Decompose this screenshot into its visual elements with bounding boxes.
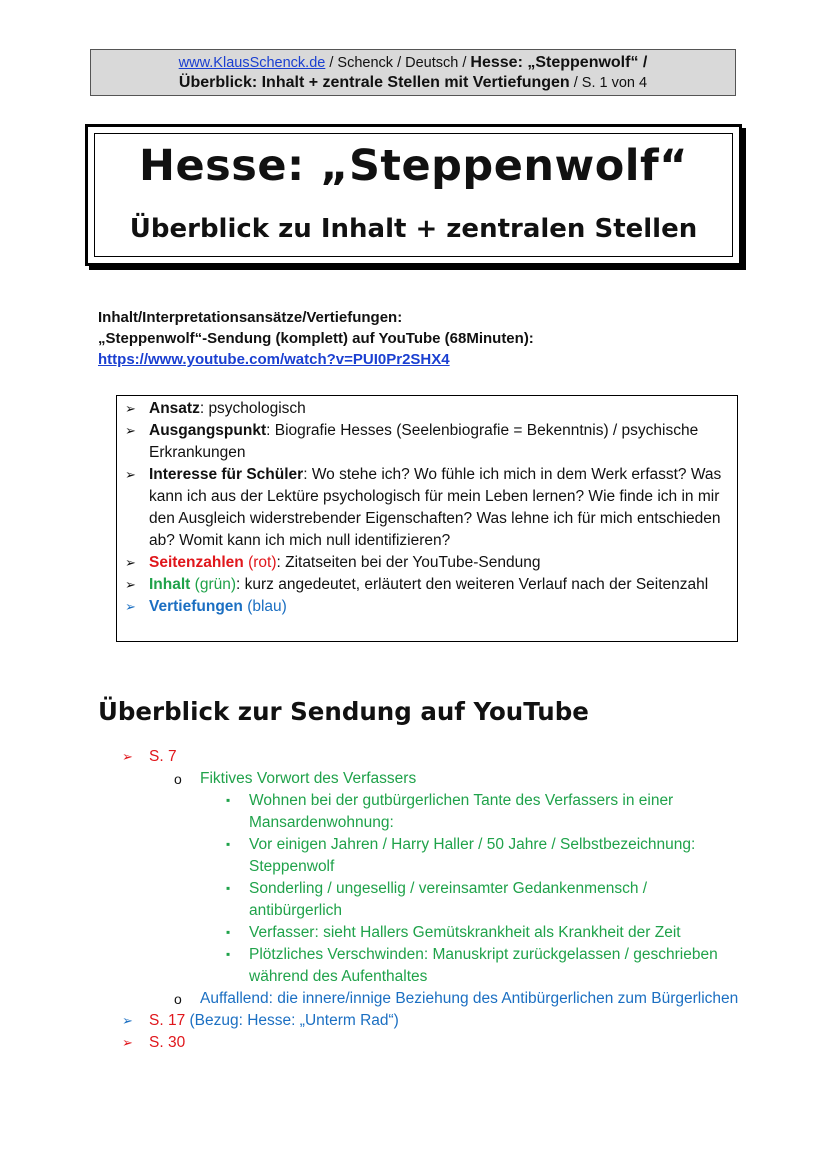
- interesse-text: : Wo stehe ich? Wo fühle ich mich in dem Werk erfasst? Was kann ich aus der Lektüre psychologisch für mein Leben lernen? Wie finde ich in mir den Ausgleich widerstrebender Eigenschaften? Was lehne ich für mich entschieden ab? Womit kann ich mich null identifizieren?: [149, 466, 722, 549]
- interesse-label: Interesse für Schüler: [149, 466, 304, 483]
- list-item-ausgangspunkt: [123, 420, 731, 464]
- outline-page-7: [122, 746, 742, 768]
- list-item-interesse: [123, 464, 731, 552]
- youtube-link[interactable]: https://www.youtube.com/watch?v=PUI0Pr2SHX4: [98, 351, 450, 368]
- inhalt-text: : kurz angedeutet, erläutert den weiteren Verlauf nach der Seitenzahl: [236, 576, 709, 593]
- bullet-text: Sonderling / ungesellig / vereinsamter Gedankenmensch / antibürgerlich: [249, 880, 648, 919]
- ansatz-text: : psychologisch: [199, 400, 306, 417]
- header-line-1: [91, 53, 735, 73]
- arrow-bullet-icon: ➢: [125, 555, 136, 570]
- header-title: Hesse: „Steppenwolf“ /: [470, 54, 648, 71]
- square-bullet-icon: ▪: [226, 837, 231, 851]
- section-heading: Überblick zur Sendung auf YouTube: [98, 697, 589, 726]
- page-ref-17: S. 17: [149, 1012, 186, 1029]
- ausgangspunkt-label: Ausgangspunkt: [149, 422, 267, 439]
- outline-bullet: [122, 944, 742, 988]
- arrow-bullet-icon: ➢: [122, 749, 133, 764]
- outline-bullet: [122, 922, 742, 944]
- vorwort-text: Fiktives Vorwort des Verfassers: [200, 770, 417, 787]
- list-item-seitenzahlen: [123, 552, 731, 574]
- outline-auffallend: [122, 988, 742, 1010]
- arrow-bullet-icon: ➢: [125, 467, 136, 482]
- square-bullet-icon: ▪: [226, 947, 231, 961]
- auffallend-text: Auffallend: die innere/innige Beziehung des Antibürgerlichen zum Bürgerlichen: [200, 990, 739, 1007]
- inhalt-color-note: (grün): [194, 576, 237, 593]
- outline-page-17: [122, 1010, 742, 1032]
- arrow-bullet-icon: ➢: [125, 599, 136, 614]
- bullet-text: Plötzliches Verschwinden: Manuskript zurückgelassen / geschrieben während des Aufenthaltes: [249, 946, 718, 985]
- seitenzahlen-color-note: (rot): [248, 554, 277, 571]
- arrow-bullet-icon: ➢: [125, 423, 136, 438]
- list-item-inhalt: [123, 574, 731, 596]
- arrow-bullet-icon: ➢: [122, 1013, 133, 1028]
- header-subtitle: Überblick: Inhalt + zentrale Stellen mit Vertiefungen: [178, 74, 570, 91]
- title-box: [85, 124, 742, 266]
- vertiefungen-label: Vertiefungen: [149, 598, 243, 615]
- page-header: [90, 49, 736, 96]
- page-17-reference: (Bezug: Hesse: „Unterm Rad“): [189, 1012, 399, 1029]
- arrow-bullet-icon: ➢: [125, 577, 136, 592]
- arrow-bullet-icon: ➢: [125, 401, 136, 416]
- outline-bullet: [122, 878, 742, 922]
- vertiefungen-color-note: (blau): [247, 598, 287, 615]
- inhalt-label: Inhalt: [149, 576, 191, 593]
- ansatz-label: Ansatz: [149, 400, 200, 417]
- square-bullet-icon: ▪: [226, 881, 231, 895]
- ausgangspunkt-text: : Biografie Hesses (Seelenbiografie = Bekenntnis) / psychische Erkrankungen: [149, 422, 699, 461]
- seitenzahlen-text: : Zitatseiten bei der YouTube-Sendung: [276, 554, 541, 571]
- outline-bullet: [122, 834, 742, 878]
- bullet-text: Wohnen bei der gutbürgerlichen Tante des Verfassers in einer Mansardenwohnung:: [249, 792, 674, 831]
- bullet-text: Verfasser: sieht Hallers Gemütskrankheit als Krankheit der Zeit: [249, 924, 681, 941]
- header-path: / Schenck / Deutsch /: [325, 55, 471, 71]
- arrow-bullet-icon: ➢: [122, 1035, 133, 1050]
- intro-line-1: Inhalt/Interpretationsansätze/Vertiefungen:: [98, 309, 403, 326]
- page-ref-7: S. 7: [149, 748, 177, 765]
- intro-section: [98, 307, 738, 370]
- page-ref-30: S. 30: [149, 1034, 186, 1051]
- outline-vorwort: [122, 768, 742, 790]
- document-subtitle: Überblick zu Inhalt + zentralen Stellen: [129, 214, 698, 244]
- square-bullet-icon: ▪: [226, 793, 231, 807]
- outline-list: [122, 746, 742, 1054]
- intro-line-2: „Steppenwolf“-Sendung (komplett) auf YouTube (68Minuten):: [98, 330, 534, 347]
- outline-bullet: [122, 790, 742, 834]
- page-indicator: / S. 1 von 4: [569, 75, 648, 91]
- circle-bullet-icon: o: [174, 771, 182, 787]
- circle-bullet-icon: o: [174, 991, 182, 1007]
- outline-page-30: [122, 1032, 742, 1054]
- square-bullet-icon: ▪: [226, 925, 231, 939]
- seitenzahlen-label: Seitenzahlen: [149, 554, 244, 571]
- document-title: Hesse: „Steppenwolf“: [139, 141, 688, 191]
- list-item-vertiefungen: [123, 596, 731, 618]
- info-box: [116, 395, 738, 642]
- bullet-text: Vor einigen Jahren / Harry Haller / 50 Jahre / Selbstbezeichnung: Steppenwolf: [249, 836, 696, 875]
- list-item-ansatz: [123, 398, 731, 420]
- site-link[interactable]: www.KlausSchenck.de: [178, 55, 326, 71]
- header-line-2: [91, 73, 735, 93]
